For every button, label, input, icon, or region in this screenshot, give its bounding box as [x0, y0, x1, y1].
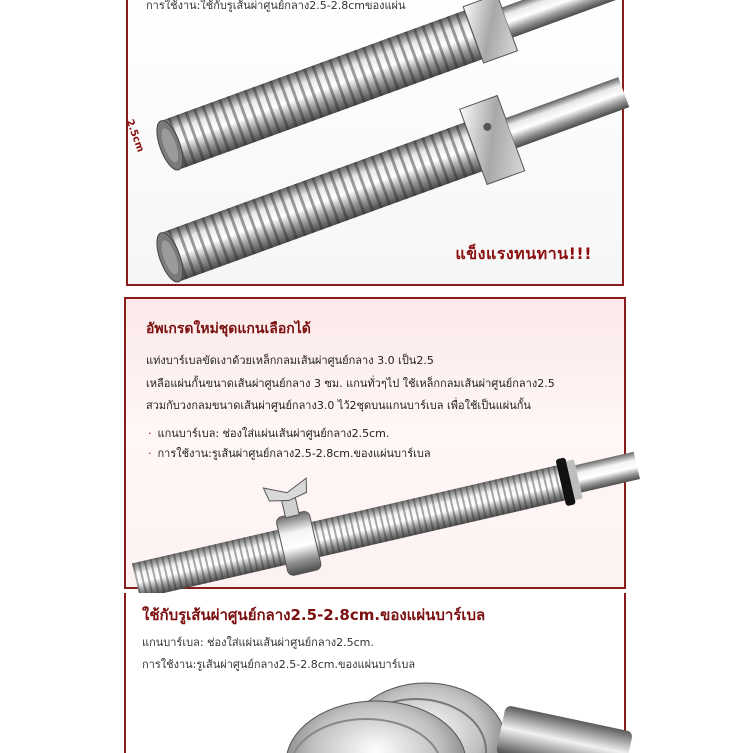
spec-bullet-text: แกนบาร์เบล: ช่องใส่แผ่นเส้นผ่าศูนย์กลาง2.5cm.	[157, 427, 390, 440]
description-line: สวมกับวงกลมขนาดเส้นผ่าศูนย์กลาง3.0 ไว้2ชุดบนแกนบาร์เบล เพื่อใช้เป็นแผ่นกั้น	[146, 399, 531, 412]
durability-slogan: แข็งแรงทนทาน!!!	[455, 244, 592, 263]
description-line: เหลือแผ่นกั้นขนาดเส้นผ่าศูนย์กลาง 3 ซม. แกนทั่วๆไป ใช้เหล็กกลมเส้นผ่าศูนย์กลาง2.5	[146, 377, 555, 390]
spec-bullet-text: การใช้งาน:รูเส้นผ่าศูนย์กลาง2.5-2.8cm.ของแผ่นบาร์เบล	[157, 447, 431, 460]
description-line: แท่งบาร์เบลขัดเงาด้วยเหล็กกลมเส้นผ่าศูนย์กลาง 3.0 เป็น2.5	[146, 354, 434, 367]
threaded-bar-panel	[123, 0, 624, 286]
compatibility-heading: ใช้กับรูเส้นผ่าศูนย์กลาง2.5-2.8cm.ของแผ่นบาร์เบล	[142, 606, 486, 624]
bullet-icon: ·	[148, 447, 152, 460]
upgrade-info-panel	[124, 297, 626, 589]
usage-caption: การใช้งาน:ใช้กับรูเส้นผ่าศูนย์กลาง2.5-2.8cmของแผ่น	[146, 0, 406, 12]
upgrade-heading: อัพเกรดใหม่ชุดแกนเลือกได้	[146, 321, 311, 337]
spec-line: แกนบาร์เบล: ช่องใส่แผ่นเส้นผ่าศูนย์กลาง2.5cm.	[142, 636, 374, 649]
spec-line: การใช้งาน:รูเส้นผ่าศูนย์กลาง2.5-2.8cm.ของแผ่นบาร์เบล	[142, 658, 416, 671]
barbell-bar-with-collar-photo	[126, 299, 628, 591]
barbell-plates-photo	[126, 593, 628, 753]
bullet-icon: ·	[148, 427, 152, 440]
compatibility-panel	[124, 593, 626, 753]
diameter-label: 2.5cm	[123, 118, 146, 154]
